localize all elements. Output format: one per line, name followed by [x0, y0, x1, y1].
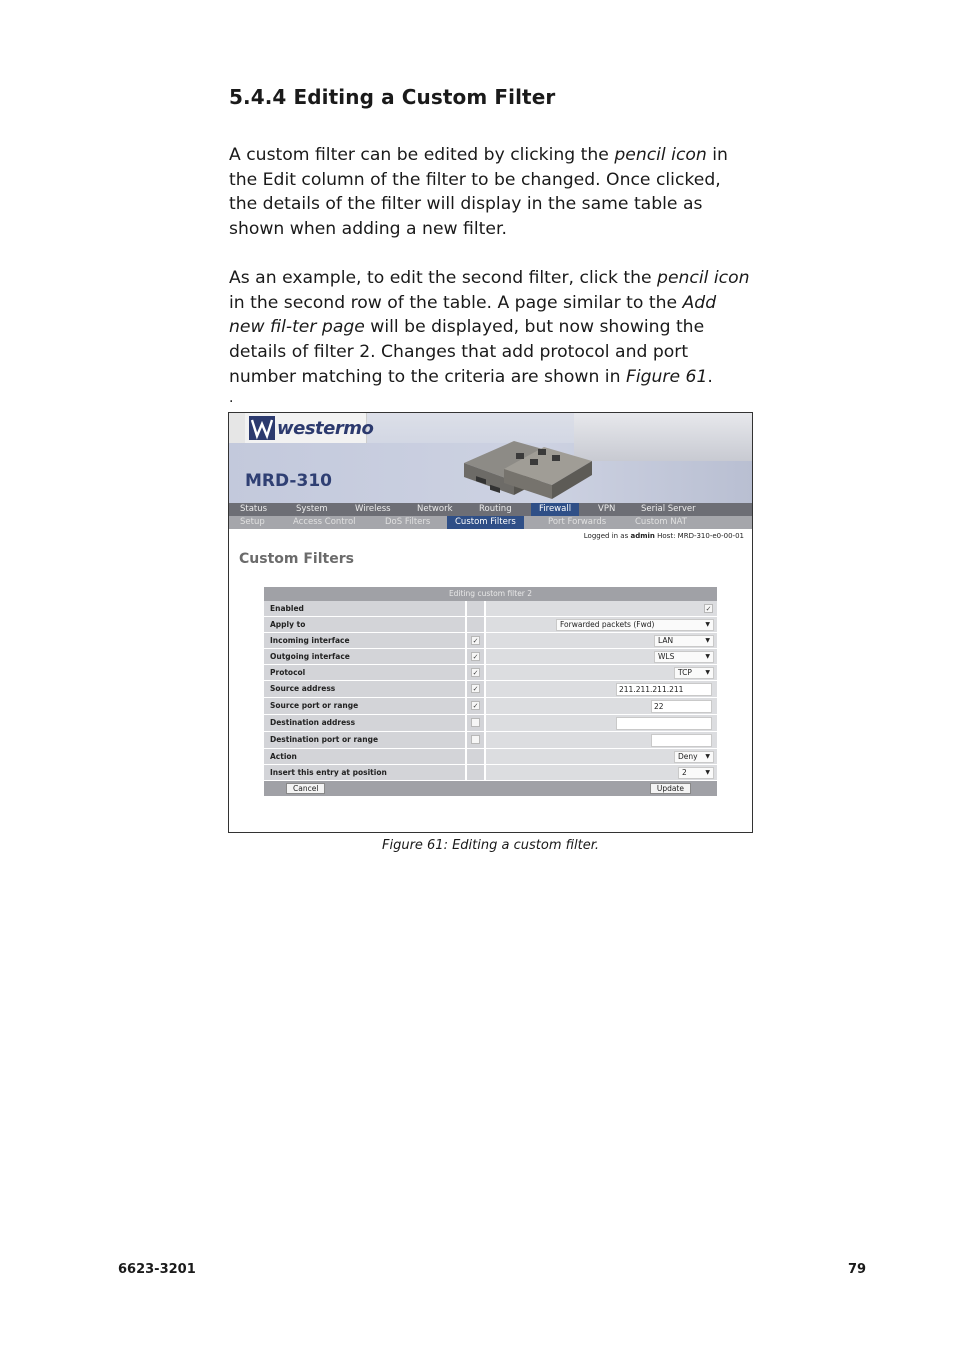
position-value: 2 [682, 768, 687, 777]
outgoing-interface-select[interactable] [654, 651, 714, 663]
protocol-value: TCP [678, 668, 692, 677]
westermo-logo-icon [249, 416, 275, 440]
row-label: Insert this entry at position [264, 765, 465, 780]
row-check-cell [467, 681, 484, 697]
row-check-cell [467, 732, 484, 748]
row-check-cell [467, 749, 484, 764]
row-label: Incoming interface [264, 633, 465, 648]
row-check-cell [467, 665, 484, 680]
subnav-custom-nat[interactable]: Custom NAT [635, 517, 687, 527]
page-number: 79 [848, 1262, 867, 1277]
row-value-cell [486, 715, 717, 731]
action-value: Deny [678, 752, 698, 761]
paragraph-2 [229, 266, 754, 390]
nav-network[interactable]: Network [417, 504, 453, 514]
protocol-select[interactable] [674, 667, 714, 679]
paragraph-2-text-c: will be displayed, but now showing the details of filter 2. Changes that add protocol and port number matching to the criteria are shown in [229, 317, 705, 387]
login-user: admin [630, 532, 655, 540]
dropdown-arrow-icon: ▼ [705, 621, 710, 628]
table-row-destination-address [264, 715, 717, 732]
dropdown-arrow-icon: ▼ [705, 669, 710, 676]
row-check-cell [467, 617, 484, 632]
incoming-interface-select[interactable] [654, 635, 714, 647]
router-devices-image [454, 433, 594, 507]
table-footer [264, 781, 717, 796]
pencil-icon-term: pencil icon [657, 268, 750, 288]
row-label: Apply to [264, 617, 465, 632]
paragraph-2-text-a: As an example, to edit the second filter, click the [229, 268, 658, 288]
row-value-cell [486, 698, 717, 714]
row-check-cell [467, 601, 484, 616]
secondary-nav [229, 516, 752, 529]
row-value-cell [486, 765, 717, 780]
incoming-interface-value: LAN [658, 636, 674, 645]
row-check-cell [467, 715, 484, 731]
paragraph-1 [229, 143, 754, 242]
position-select[interactable] [678, 767, 714, 779]
source-address-checkbox[interactable]: ✓ [472, 685, 479, 693]
row-value-cell [486, 617, 717, 632]
nav-status[interactable]: Status [240, 504, 268, 514]
row-check-cell [467, 698, 484, 714]
row-label: Action [264, 749, 465, 764]
paragraph-2-text-b: in the second row of the table. A page similar to the [229, 292, 683, 313]
dropdown-arrow-icon: ▼ [705, 653, 710, 660]
subnav-port-forwards[interactable]: Port Forwards [548, 517, 607, 527]
dropdown-arrow-icon: ▼ [705, 769, 710, 776]
table-row-position [264, 765, 717, 781]
row-value-cell [486, 649, 717, 664]
cancel-button[interactable]: Cancel [286, 783, 325, 794]
westermo-logo [245, 413, 374, 443]
dropdown-arrow-icon: ▼ [705, 753, 710, 760]
apply-to-select[interactable] [556, 619, 714, 631]
table-row-destination-port [264, 732, 717, 749]
figure-reference: Figure 61 [625, 366, 708, 387]
figure-screenshot [228, 412, 753, 833]
enabled-checkbox[interactable]: ✓ [705, 605, 712, 613]
incoming-interface-checkbox[interactable]: ✓ [472, 637, 479, 645]
outgoing-interface-value: WLS [658, 652, 675, 661]
protocol-checkbox[interactable]: ✓ [472, 669, 479, 677]
apply-to-value: Forwarded packets (Fwd) [560, 620, 655, 629]
row-value-cell [486, 633, 717, 648]
source-address-input[interactable]: 211.211.211.211 [616, 683, 712, 696]
source-port-input[interactable]: 22 [651, 700, 712, 713]
paragraph-1-text-b: in the Edit column of the filter to be changed. Once clicked, the details of the filter will display in the same table as shown when adding a new filter. [229, 145, 728, 240]
paragraph-1-text-a: A custom filter can be edited by clicking the [229, 145, 615, 165]
subnav-custom-filters[interactable]: Custom Filters [447, 516, 524, 529]
row-value-cell [486, 749, 717, 764]
banner-background-photo [574, 413, 752, 461]
destination-port-checkbox[interactable] [471, 735, 480, 744]
model-name: MRD-310 [245, 471, 332, 491]
add-new-filter-page-term: Add new fil-ter page [229, 292, 717, 338]
figure-caption-text: Figure 61: Editing a custom filter. [381, 838, 599, 853]
nav-serial-server[interactable]: Serial Server [641, 504, 696, 514]
table-row-source-address [264, 681, 717, 698]
row-value-cell [486, 732, 717, 748]
row-value-cell [486, 681, 717, 697]
login-host: Host: MRD-310-e0-00-01 [657, 532, 744, 540]
action-select[interactable] [674, 751, 714, 763]
table-row-action [264, 749, 717, 765]
banner-corner [229, 413, 245, 443]
login-status [584, 532, 744, 540]
stray-dot: . [229, 390, 234, 406]
table-row-protocol [264, 665, 717, 681]
subnav-setup[interactable]: Setup [240, 517, 265, 527]
nav-system[interactable]: System [296, 504, 328, 514]
row-label: Destination port or range [264, 732, 465, 748]
filter-edit-table [264, 587, 717, 796]
update-button[interactable]: Update [650, 783, 691, 794]
page-title: Custom Filters [239, 551, 354, 567]
primary-nav [229, 503, 752, 516]
destination-address-checkbox[interactable] [471, 718, 480, 727]
westermo-logo-text: westermo [277, 417, 374, 439]
paragraph-2-text-d: . [707, 366, 713, 387]
row-check-cell [467, 633, 484, 648]
login-prefix: Logged in as [583, 532, 629, 540]
row-label: Enabled [264, 601, 465, 616]
row-label: Source port or range [264, 698, 465, 714]
source-port-checkbox[interactable]: ✓ [472, 702, 479, 710]
row-label: Source address [264, 681, 465, 697]
banner [229, 413, 752, 503]
section-heading: 5.4.4 Editing a Custom Filter [229, 85, 556, 109]
table-header: Editing custom filter 2 [264, 587, 717, 601]
dropdown-arrow-icon: ▼ [705, 637, 710, 644]
nav-firewall[interactable]: Firewall [531, 503, 579, 516]
row-check-cell [467, 649, 484, 664]
row-label: Destination address [264, 715, 465, 731]
row-value-cell [486, 665, 717, 680]
destination-port-input[interactable] [651, 734, 712, 747]
destination-address-input[interactable] [616, 717, 712, 730]
outgoing-interface-checkbox[interactable]: ✓ [472, 653, 479, 661]
table-row-apply-to [264, 617, 717, 633]
table-row-incoming-interface [264, 633, 717, 649]
row-label: Protocol [264, 665, 465, 680]
row-label: Outgoing interface [264, 649, 465, 664]
nav-vpn[interactable]: VPN [598, 504, 616, 514]
row-check-cell [467, 765, 484, 780]
document-number: 6623-3201 [118, 1262, 196, 1277]
pencil-icon-term: pencil icon [614, 145, 707, 165]
row-value-cell [486, 601, 717, 616]
table-row-outgoing-interface [264, 649, 717, 665]
table-row-enabled [264, 601, 717, 617]
subnav-access-control[interactable]: Access Control [293, 517, 356, 527]
nav-wireless[interactable]: Wireless [355, 504, 391, 514]
table-row-source-port [264, 698, 717, 715]
subnav-dos-filters[interactable]: DoS Filters [385, 517, 431, 527]
nav-routing[interactable]: Routing [479, 504, 512, 514]
figure-caption [0, 838, 954, 853]
